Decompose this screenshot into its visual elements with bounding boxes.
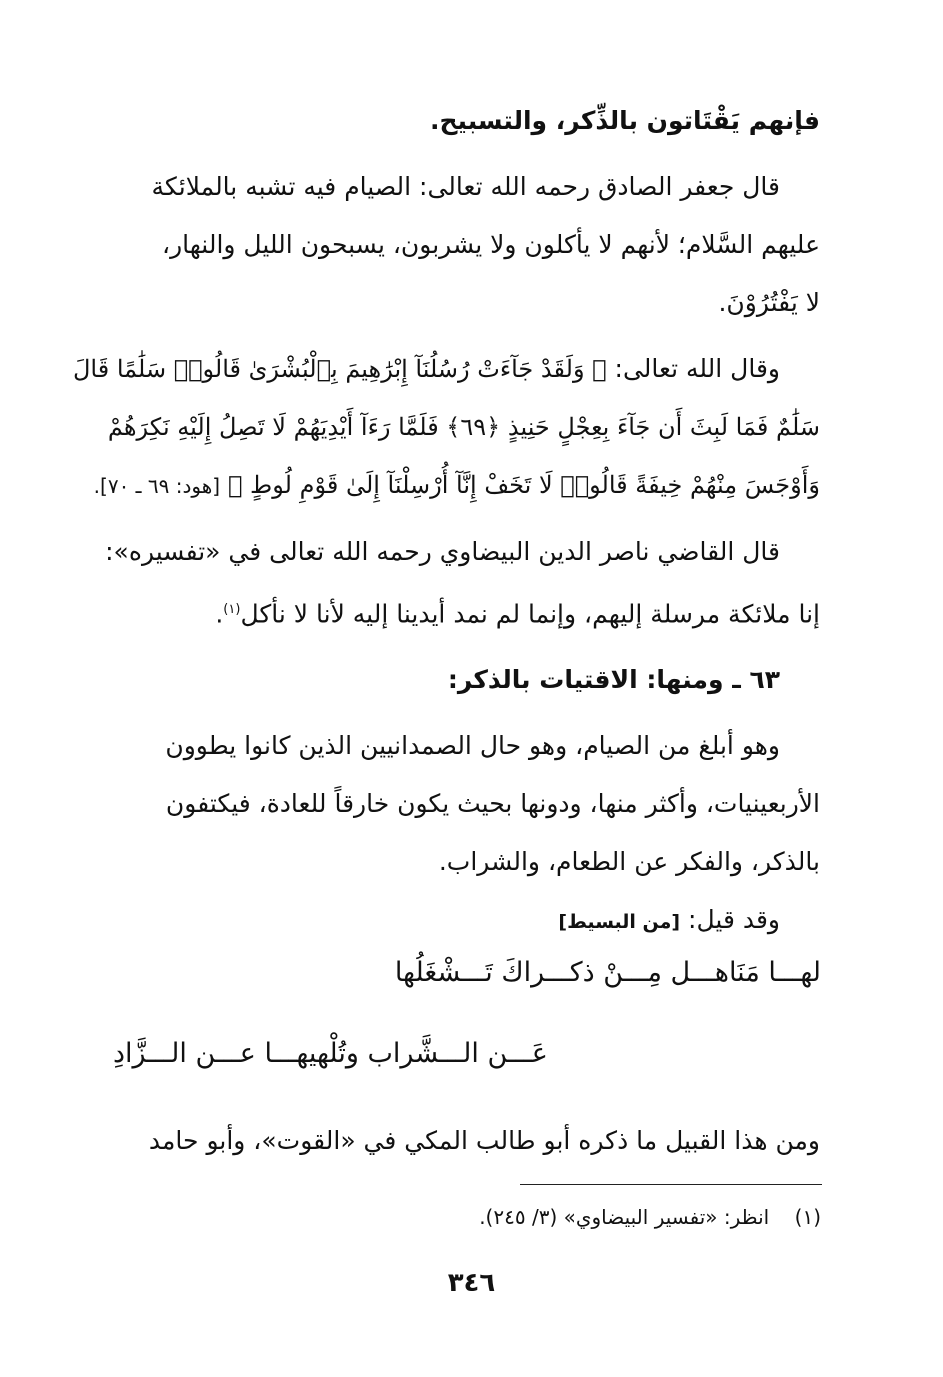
footnote-number: (١) bbox=[794, 1205, 821, 1229]
footnote-text: انظر: «تفسير البيضاوي» (٣/ ٢٤٥). bbox=[479, 1205, 770, 1229]
verse-second-hemistich: عَـــن الـــشَّراب وتُلْهيهـــا عـــن الـــزَّادِ bbox=[113, 1038, 548, 1069]
poem-intro bbox=[108, 891, 820, 951]
paragraph-line: قال جعفر الصادق رحمه الله تعالى: الصيام فيه تشبه بالملائكة bbox=[151, 172, 780, 201]
paragraph-text: إنا ملائكة مرسلة إليهم، وإنما لم نمد أيدينا إليه لأنا لا نأكل bbox=[240, 599, 820, 629]
paragraph-line: الأربعينيات، وأكثر منها، ودونها بحيث يكون خارقاً للعادة، فيكتفون bbox=[165, 789, 820, 819]
paragraph-quran bbox=[72, 340, 820, 515]
paragraph-line bbox=[108, 581, 820, 643]
paragraph-jafar bbox=[108, 158, 820, 332]
paragraph-iqtiyat bbox=[108, 717, 820, 891]
paragraph-line: وهو أبلغ من الصيام، وهو حال الصمدانيين الذين كانوا يطوون bbox=[165, 731, 780, 761]
quran-reference: [هود: ٦٩ ـ ٧٠]. bbox=[93, 474, 221, 498]
verse-first-hemistich: لهـــا مَنَاهـــل مِـــنْ ذكـــراكَ تَـــشْغَلُها bbox=[394, 957, 821, 988]
quran-lead: وقال الله تعالى: bbox=[614, 354, 780, 383]
paragraph-line: قال القاضي ناصر الدين البيضاوي رحمه الله تعالى في «تفسيره»: bbox=[105, 537, 780, 566]
page-number: ٣٤٦ bbox=[447, 1268, 496, 1298]
opening-line: فإنهم يَقْتَاتون بالذِّكر، والتسبيح. bbox=[430, 106, 820, 135]
section-heading: ٦٣ ـ ومنها: الاقتيات بالذكر: bbox=[447, 665, 780, 695]
paragraph-line: بالذكر، والفكر عن الطعام، والشراب. bbox=[438, 847, 820, 877]
closing-line: ومن هذا القبيل ما ذكره أبو طالب المكي في «القوت»، وأبو حامد bbox=[148, 1126, 820, 1155]
quran-line: سَلَٰمٌ فَمَا لَبِثَ أَن جَآءَ بِعِجْلٍ حَنِيذٍ ﴿٦٩﴾ فَلَمَّا رَءَآ أَيْدِيَهُمْ لَا تَصِلُ إِلَيْهِ نَكِرَهُمْ bbox=[107, 413, 820, 441]
poem-intro-text: وقد قيل: bbox=[688, 905, 780, 935]
quran-line bbox=[72, 340, 820, 398]
footnote-separator bbox=[520, 1184, 822, 1185]
quran-text: ﴿ وَلَقَدْ جَآءَتْ رُسُلُنَآ إِبْرَٰهِيمَ بِٱلْبُشْرَىٰ قَالُوا۟ سَلَٰمًا قَالَ bbox=[72, 355, 607, 383]
footnote bbox=[479, 1205, 821, 1229]
poem-meter: [من البسيط] bbox=[558, 911, 681, 934]
quran-line bbox=[93, 456, 820, 515]
page-body bbox=[72, 92, 820, 951]
quran-text: وَأَوْجَسَ مِنْهُمْ خِيفَةً قَالُوا۟ لَا تَخَفْ إِنَّآ أُرْسِلْنَآ إِلَىٰ قَوْمِ لُوطٍ ﴾ bbox=[228, 471, 820, 499]
paragraph-line: لا يَفْتُرُوْنَ. bbox=[718, 288, 820, 317]
paragraph-baydawi bbox=[105, 523, 820, 643]
paragraph-end: . bbox=[215, 599, 224, 629]
footnote-marker: (١) bbox=[223, 602, 241, 617]
paragraph-line: عليهم السَّلام؛ لأنهم لا يأكلون ولا يشربون، يسبحون الليل والنهار، bbox=[162, 230, 820, 259]
